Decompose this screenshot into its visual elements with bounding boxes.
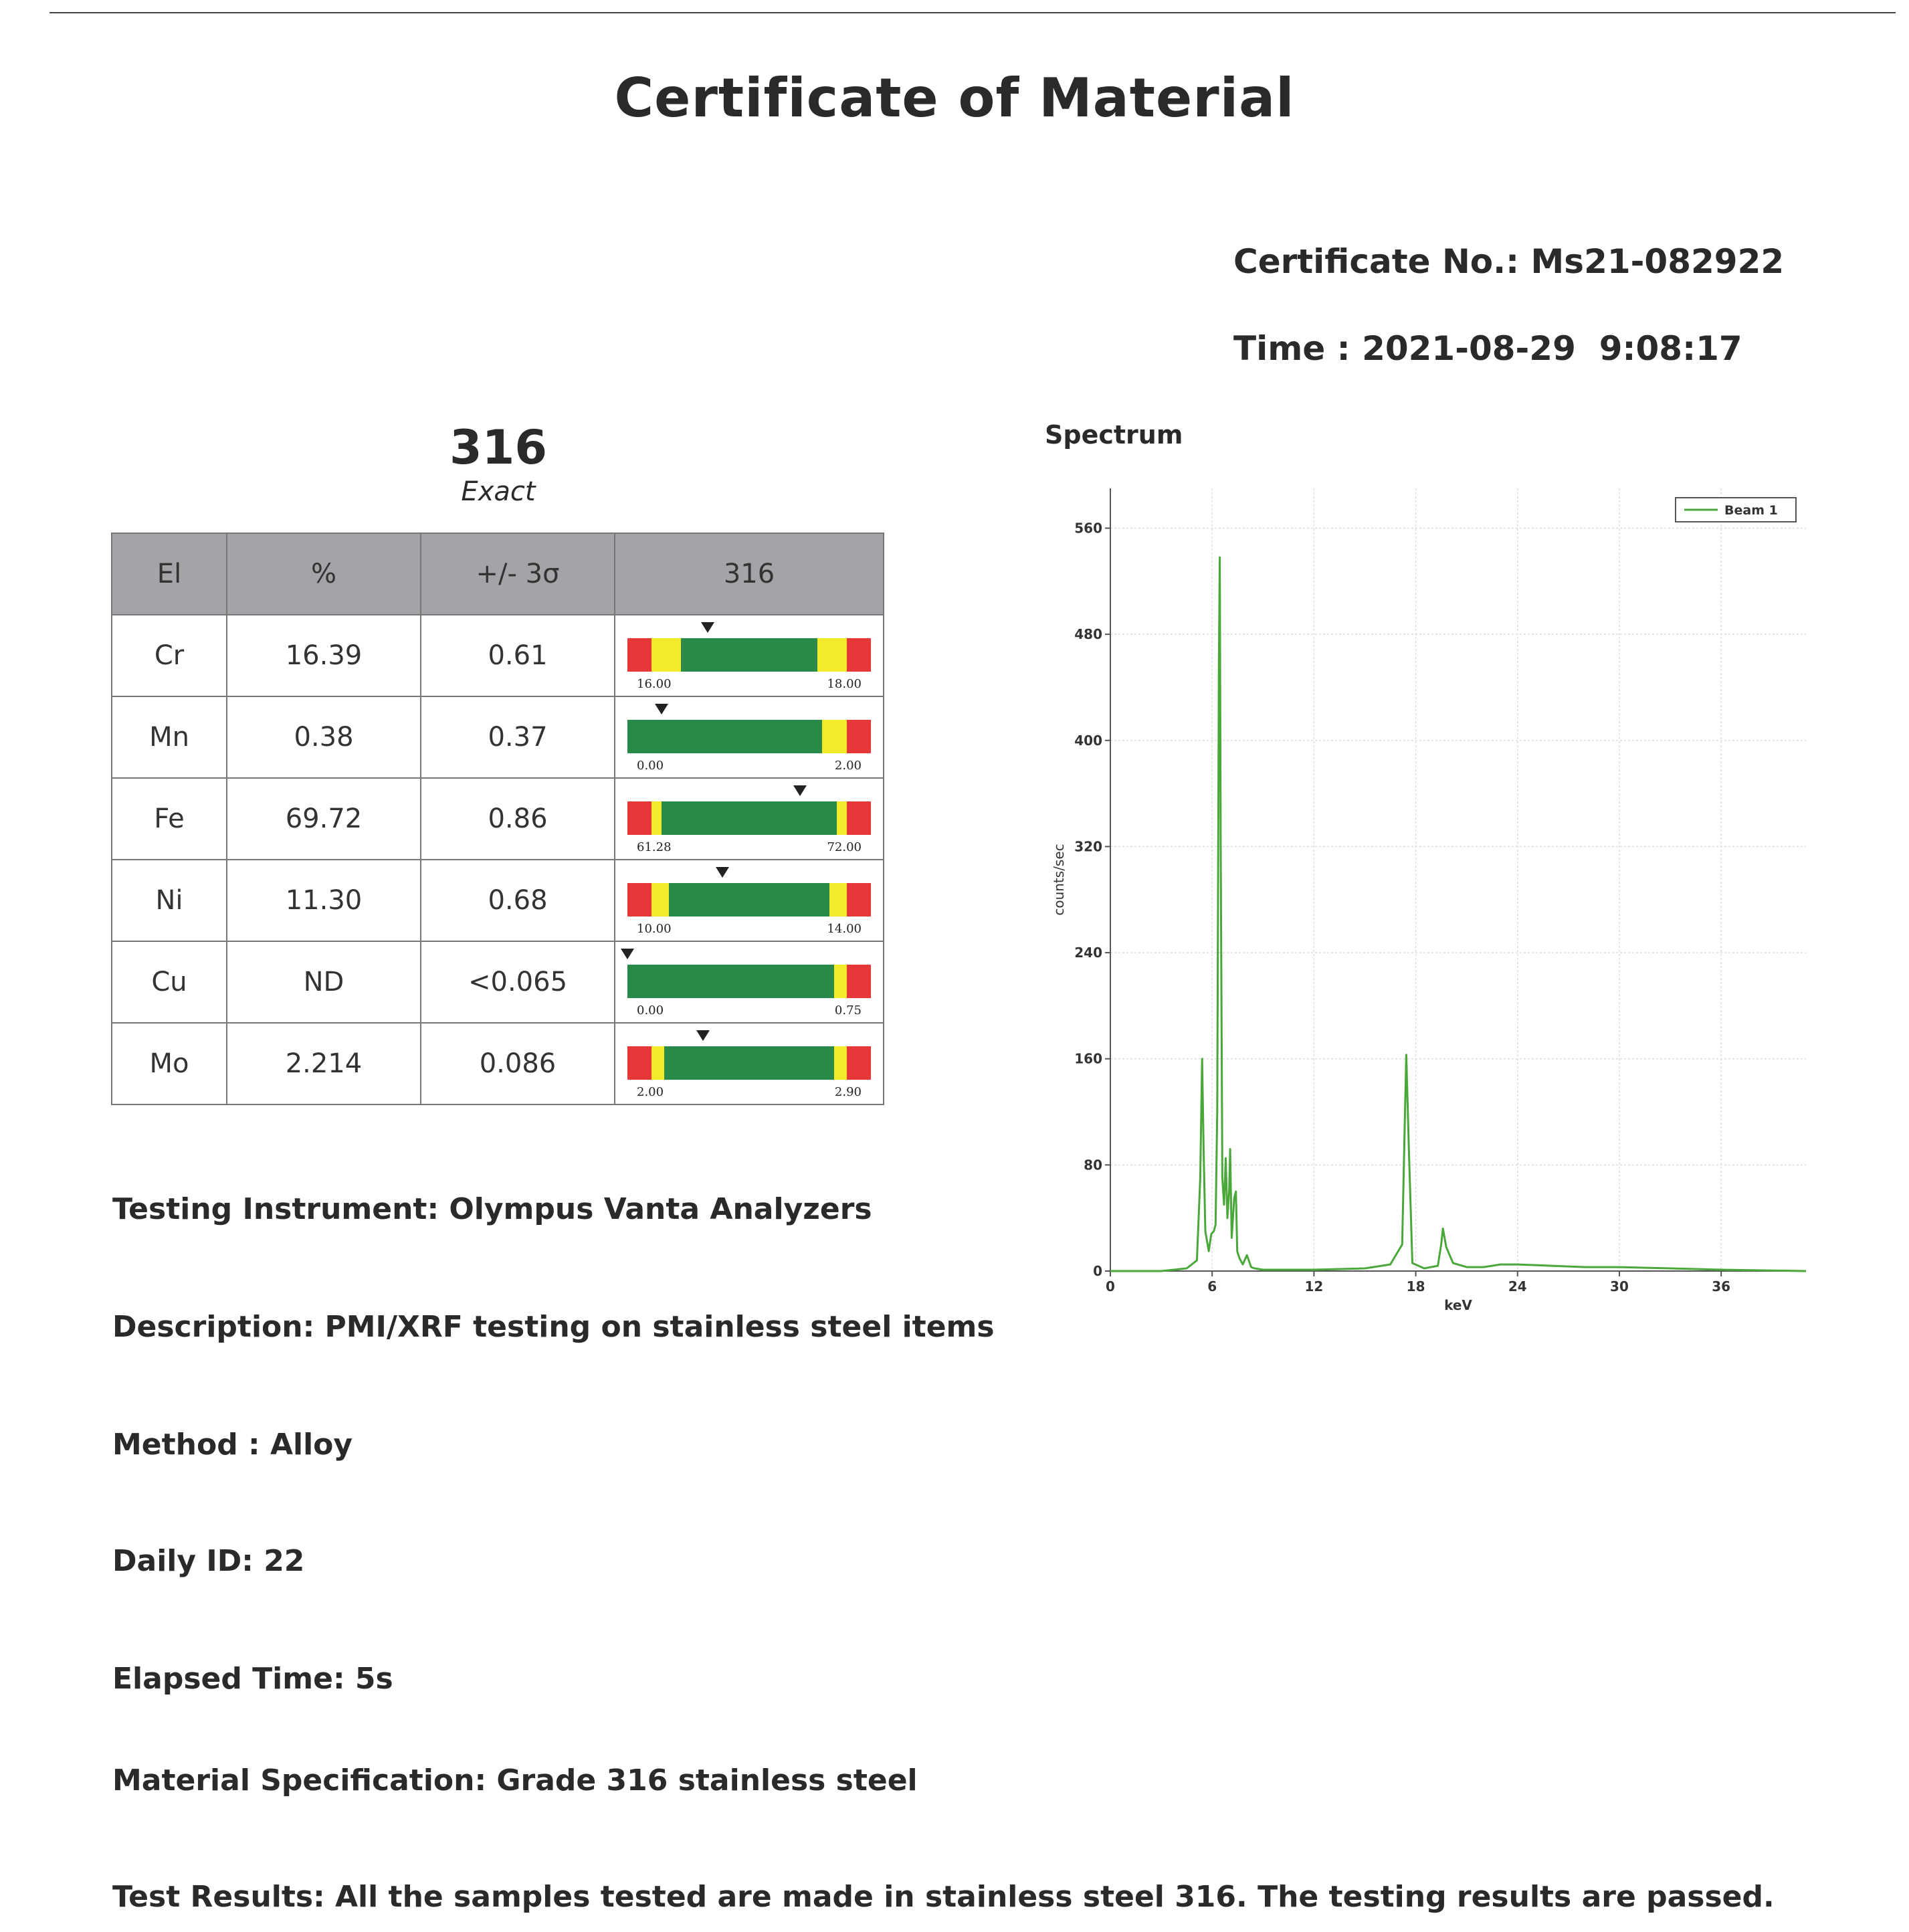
certificate-number: Certificate No.: Ms21-082922	[1233, 242, 1785, 281]
y-tick-label: 320	[1074, 838, 1102, 855]
y-tick-label: 160	[1074, 1050, 1102, 1067]
table-row	[112, 696, 884, 778]
grade-range-cell	[615, 615, 884, 696]
measured-value-marker	[716, 867, 729, 878]
element-percent: 0.38	[227, 696, 421, 778]
y-tick-label: 80	[1084, 1157, 1102, 1173]
spectrum-series-line	[1110, 557, 1806, 1271]
in-spec-green-band	[664, 1046, 835, 1080]
grade-range-indicator	[615, 697, 883, 777]
high-yellow-band	[834, 965, 846, 998]
grade-range-bar	[627, 965, 871, 998]
grade-range-bar	[627, 638, 871, 672]
in-spec-green-band	[627, 720, 822, 753]
high-red-band	[847, 638, 871, 672]
grade-range-bar	[627, 883, 871, 916]
grade-range-bar	[627, 1046, 871, 1080]
measured-value-marker	[793, 785, 807, 796]
low-yellow-band	[651, 1046, 664, 1080]
element-sigma: 0.37	[421, 696, 615, 778]
in-spec-green-band	[627, 965, 834, 998]
measured-value-marker	[696, 1030, 710, 1041]
y-tick-label: 400	[1074, 732, 1102, 749]
grade-range-cell	[615, 860, 884, 941]
grade-range-indicator	[615, 1024, 883, 1104]
element-sigma: <0.065	[421, 941, 615, 1023]
grade-range-indicator	[615, 779, 883, 859]
high-red-band	[847, 883, 871, 916]
high-yellow-band	[829, 883, 846, 916]
x-tick-label: 18	[1406, 1278, 1425, 1294]
document-title: Certificate of Material	[614, 67, 1295, 129]
low-red-band	[627, 1046, 651, 1080]
x-tick-label: 12	[1304, 1278, 1324, 1294]
legend-label: Beam 1	[1724, 503, 1778, 518]
element-percent: 11.30	[227, 860, 421, 941]
table-row	[112, 615, 884, 696]
low-yellow-band	[651, 883, 668, 916]
x-tick-label: 6	[1207, 1278, 1217, 1294]
material-specification: Material Specification: Grade 316 stainless steel	[112, 1763, 918, 1798]
daily-id: Daily ID: 22	[112, 1544, 305, 1578]
low-red-band	[627, 638, 651, 672]
range-max-label: 2.00	[834, 759, 862, 773]
range-max-label: 2.90	[834, 1085, 862, 1099]
high-red-band	[847, 801, 871, 835]
test-method: Method : Alloy	[112, 1428, 353, 1462]
range-max-label: 14.00	[827, 922, 862, 936]
grade-range-cell	[615, 1023, 884, 1104]
grade-range-cell	[615, 778, 884, 860]
low-yellow-band	[651, 638, 681, 672]
in-spec-green-band	[669, 883, 829, 916]
grade-range-indicator	[615, 942, 883, 1022]
test-results: Test Results: All the samples tested are made in stainless steel 316. The testing results are passed.	[112, 1880, 1775, 1914]
measured-value-marker	[701, 622, 714, 633]
header-grade: 316	[615, 533, 884, 615]
element-percent: 2.214	[227, 1023, 421, 1104]
table-row	[112, 778, 884, 860]
x-axis-label: keV	[1444, 1297, 1472, 1313]
y-tick-label: 240	[1074, 945, 1102, 961]
element-symbol: Mo	[112, 1023, 227, 1104]
y-tick-label: 0	[1093, 1263, 1102, 1279]
y-axis-label: counts/sec	[1051, 844, 1067, 916]
element-symbol: Fe	[112, 778, 227, 860]
high-yellow-band	[822, 720, 846, 753]
low-red-band	[627, 801, 651, 835]
table-header-row	[112, 533, 884, 615]
alloy-grade: 316	[449, 420, 548, 475]
range-max-label: 72.00	[827, 840, 862, 854]
element-sigma: 0.68	[421, 860, 615, 941]
measured-value-marker	[621, 949, 634, 959]
range-max-label: 0.75	[834, 1003, 862, 1018]
grade-range-cell	[615, 941, 884, 1023]
grade-range-indicator	[615, 615, 883, 696]
element-symbol: Ni	[112, 860, 227, 941]
high-red-band	[847, 965, 871, 998]
low-yellow-band	[651, 801, 662, 835]
header-sigma: +/- 3σ	[421, 533, 615, 615]
element-sigma: 0.086	[421, 1023, 615, 1104]
y-tick-label: 560	[1074, 520, 1102, 537]
spectrum-chart	[1037, 482, 1826, 1325]
range-min-label: 16.00	[637, 677, 672, 691]
header-element: El	[112, 533, 227, 615]
alloy-match-status: Exact	[461, 476, 536, 507]
element-percent: 16.39	[227, 615, 421, 696]
range-min-label: 2.00	[637, 1085, 664, 1099]
grade-range-bar	[627, 720, 871, 753]
high-red-band	[847, 1046, 871, 1080]
range-min-label: 0.00	[637, 1003, 664, 1018]
element-symbol: Cu	[112, 941, 227, 1023]
x-tick-label: 24	[1508, 1278, 1527, 1294]
element-sigma: 0.86	[421, 778, 615, 860]
composition-table	[111, 533, 884, 1105]
table-row	[112, 1023, 884, 1104]
element-percent: ND	[227, 941, 421, 1023]
x-tick-label: 36	[1712, 1278, 1731, 1294]
element-symbol: Cr	[112, 615, 227, 696]
grade-range-indicator	[615, 860, 883, 941]
high-red-band	[847, 720, 871, 753]
y-tick-label: 480	[1074, 626, 1102, 643]
in-spec-green-band	[662, 801, 837, 835]
table-row	[112, 860, 884, 941]
certificate-time: Time : 2021-08-29 9:08:17	[1233, 329, 1742, 368]
high-yellow-band	[834, 1046, 846, 1080]
grade-range-bar	[627, 801, 871, 835]
high-yellow-band	[817, 638, 847, 672]
measured-value-marker	[655, 704, 668, 714]
range-min-label: 61.28	[637, 840, 672, 854]
low-red-band	[627, 883, 651, 916]
top-rule	[49, 12, 1896, 13]
range-min-label: 10.00	[637, 922, 672, 936]
in-spec-green-band	[681, 638, 817, 672]
x-tick-label: 30	[1610, 1278, 1629, 1294]
grade-range-cell	[615, 696, 884, 778]
element-symbol: Mn	[112, 696, 227, 778]
element-percent: 69.72	[227, 778, 421, 860]
high-yellow-band	[837, 801, 847, 835]
header-percent: %	[227, 533, 421, 615]
range-max-label: 18.00	[827, 677, 862, 691]
range-min-label: 0.00	[637, 759, 664, 773]
table-row	[112, 941, 884, 1023]
test-description: Description: PMI/XRF testing on stainless steel items	[112, 1310, 995, 1344]
element-sigma: 0.61	[421, 615, 615, 696]
elapsed-time: Elapsed Time: 5s	[112, 1662, 393, 1696]
chart-title: Spectrum	[1045, 420, 1183, 450]
x-tick-label: 0	[1106, 1278, 1115, 1294]
testing-instrument: Testing Instrument: Olympus Vanta Analyzers	[112, 1192, 872, 1226]
